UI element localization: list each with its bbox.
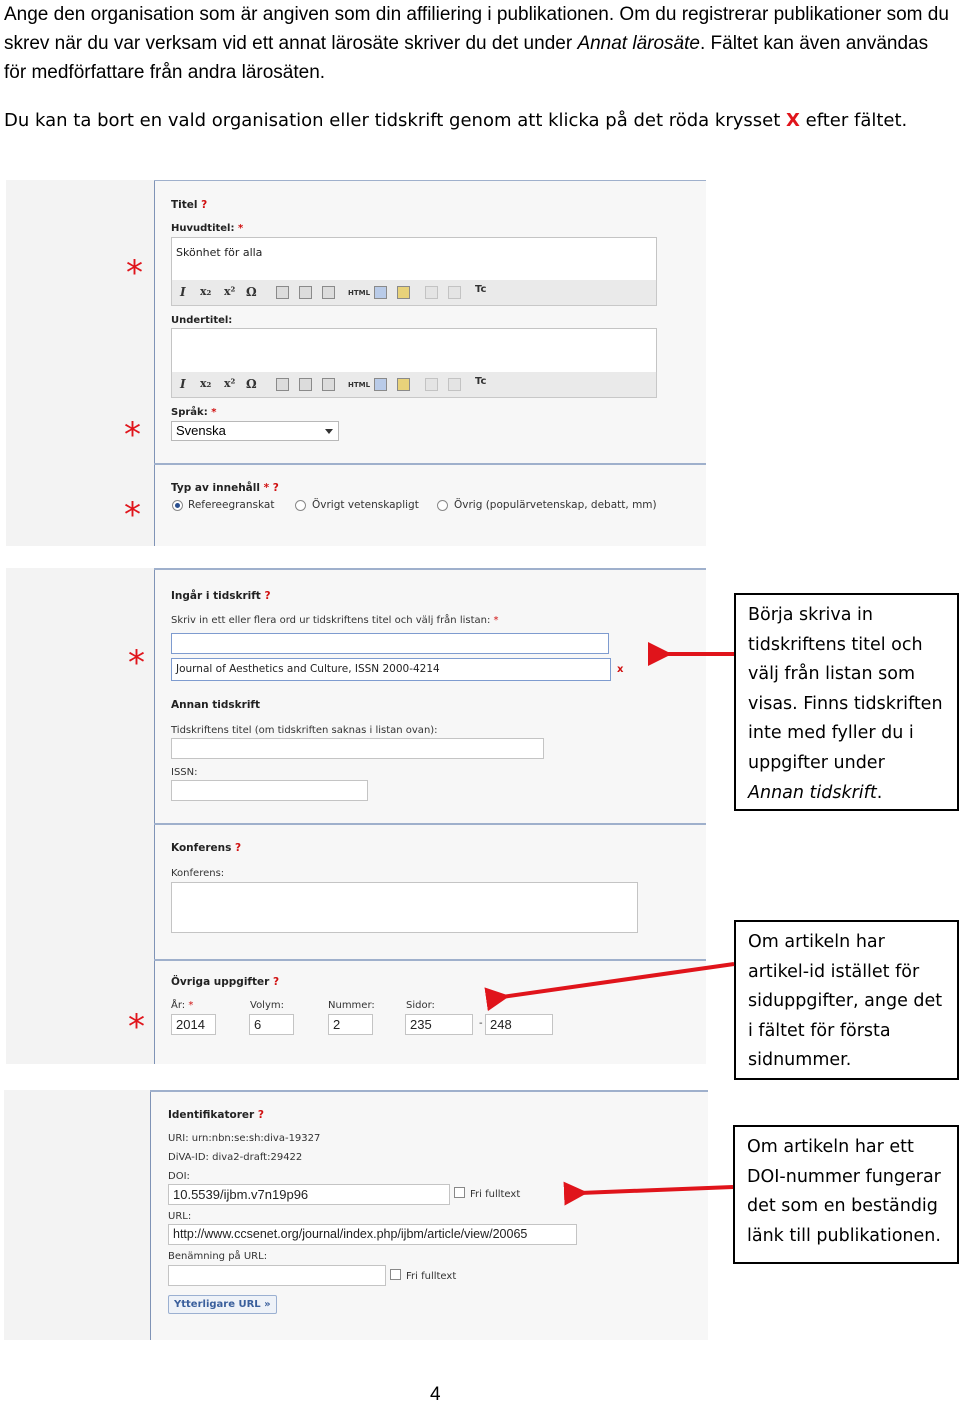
help-icon[interactable]: ? [257,1109,264,1121]
diva-id-text: DiVA-ID: diva2-draft:29422 [168,1152,303,1163]
intro-p1-text: Ange den organisation som är angiven som din affiliering i publikationen. Om du registrerar publikationer som du skrev när du var verksam vid ett annat lärosäte skriver du det under [4,4,949,54]
title-heading: Titel ? [171,199,208,211]
arrow-to-pages-field [502,964,734,997]
number-label: Nummer: [328,1000,375,1011]
journal-selected-field[interactable]: Journal of Aesthetics and Culture, ISSN 2000-4214 [171,658,611,681]
intro-p2-text-end: efter fältet. [799,110,908,131]
volume-label: Volym: [250,1000,284,1011]
tc-button[interactable]: Tc [475,376,487,387]
more-urls-button[interactable]: Ytterligare URL » [168,1295,277,1314]
required-star: * [124,415,141,455]
required-star: * [128,643,145,683]
help-icon[interactable]: ? [264,590,271,602]
doi-fulltext-label: Fri fulltext [470,1189,521,1200]
omega-button[interactable]: Ω [246,377,257,391]
superscript-button[interactable]: x² [224,285,236,298]
arrow-to-doi-field [580,1187,733,1193]
year-label: År: * [171,1000,194,1011]
number-input[interactable]: 2 [328,1014,373,1035]
content-type-heading: Typ av innehåll * ? [171,482,279,494]
journal-search-label: Skriv in ett eller flera ord ur tidskriftens titel och välj från listan: * [171,615,499,626]
italic-button[interactable]: I [180,285,186,299]
identifiers-heading: Identifikatorer ? [168,1109,264,1121]
superscript-button[interactable]: x² [224,377,236,390]
help-icon[interactable]: ? [235,842,242,854]
conference-label: Konferens: [171,868,225,879]
other-journal-title-label: Tidskriftens titel (om tidskriften saknas i listan ovan): [171,725,438,736]
volume-input[interactable]: 6 [249,1014,294,1035]
intro-p1-italic: Annat lärosäte [577,33,700,54]
journal-heading: Ingår i tidskrift ? [171,590,271,602]
help-icon[interactable]: ? [272,482,279,494]
radio-label: Refereegranskat [188,499,275,511]
url-label: URL: [168,1211,192,1222]
required-star: * [126,253,143,293]
callout-doi-text: Om artikeln har ett DOI-nummer fungerar det som en beständig länk till publikationen. [747,1137,941,1246]
callout-article-id-text: Om artikeln har artikel-id istället för siduppgifter, ange det i fältet för första sidnummer. [748,932,943,1071]
html-button[interactable]: HTML [348,289,371,297]
red-x-marker: X [786,110,800,131]
help-icon[interactable]: ? [272,976,280,988]
doi-label: DOI: [168,1171,190,1182]
uri-text: URI: urn:nbn:se:sh:diva-19327 [168,1133,321,1144]
page-to-input[interactable]: 248 [485,1014,553,1035]
page-number: 4 [430,1384,441,1405]
subscript-button[interactable]: x₂ [200,285,212,298]
url-name-label: Benämning på URL: [168,1251,268,1262]
help-icon[interactable]: ? [201,199,208,211]
conference-heading: Konferens ? [171,842,242,854]
issn-label: ISSN: [171,767,198,778]
url-fulltext-label: Fri fulltext [406,1271,457,1282]
other-journal-heading: Annan tidskrift [171,699,261,711]
language-select[interactable]: Svenska [171,421,339,441]
page-from-input[interactable]: 235 [405,1014,473,1035]
required-star: * [124,495,141,535]
omega-button[interactable]: Ω [246,285,257,299]
language-label: Språk: * [171,407,217,418]
radio-label: Övrigt vetenskapligt [312,499,419,511]
required-star: * [128,1007,145,1047]
callout-journal-text-end: . [876,782,883,803]
remove-journal-button[interactable]: x [617,664,624,675]
intro-p2-text: Du kan ta bort en vald organisation eller tidskrift genom att klicka på det röda krysset [4,110,787,131]
intro-p1-text-end: . Fältet kan även användas för medförfattare från andra lärosäten. [4,33,929,83]
year-input[interactable]: 2014 [171,1014,216,1035]
main-title-label: Huvudtitel: * [171,223,244,234]
url-input[interactable]: http://www.ccsenet.org/journal/index.php/ijbm/article/view/20065 [168,1224,577,1245]
pages-label: Sidor: [406,1000,435,1011]
other-info-heading: Övriga uppgifter ? [171,976,280,988]
doi-input[interactable]: 10.5539/ijbm.v7n19p96 [168,1184,450,1205]
callout-journal-italic: Annan tidskrift [748,782,877,803]
subtitle-label: Undertitel: [171,315,233,326]
tc-button[interactable]: Tc [475,284,487,295]
callout-journal-text: Börja skriva in tidskriftens titel och välj från listan som visas. Finns tidskriften inte med fyller du i uppgifter under [748,605,943,773]
main-title-input[interactable]: Skönhet för alla [171,237,657,281]
radio-label: Övrig (populärvetenskap, debatt, mm) [454,499,657,511]
page-dash: - [479,1018,483,1029]
italic-button[interactable]: I [180,377,186,391]
html-button[interactable]: HTML [348,381,371,389]
subscript-button[interactable]: x₂ [200,377,212,390]
